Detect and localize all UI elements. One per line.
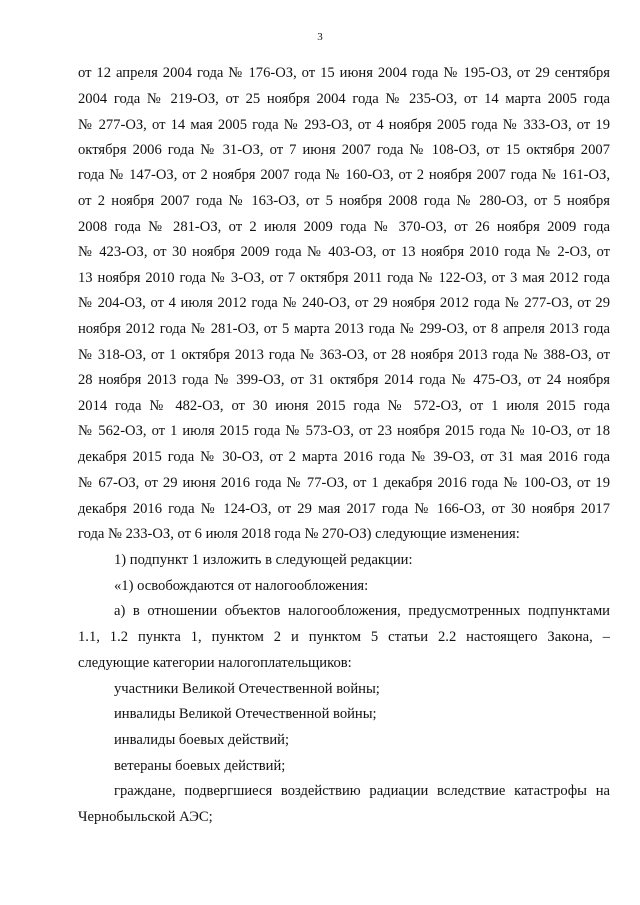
text-line: 1.1, 1.2 пункта 1, пунктом 2 и пунктом 5 статьи 2.2 настоящего Закона, – (78, 629, 610, 645)
text-line: Чернобыльской АЭС; (78, 809, 213, 825)
text-line: года № 147-ОЗ, от 2 ноября 2007 года № 160-ОЗ, от 2 ноября 2007 года № 161-ОЗ, (78, 167, 610, 183)
text-line: ноября 2012 года № 281-ОЗ, от 5 марта 2013 года № 299-ОЗ, от 8 апреля 2013 года (78, 321, 610, 337)
text-line: 1) подпункт 1 изложить в следующей редакции: (114, 552, 413, 568)
text-line: а) в отношении объектов налогообложения, предусмотренных подпунктами (114, 603, 610, 619)
text-line: декабря 2015 года № 30-ОЗ, от 2 марта 2016 года № 39-ОЗ, от 31 мая 2016 года (78, 449, 610, 465)
text-line: инвалиды Великой Отечественной войны; (114, 706, 377, 722)
text-line: ветераны боевых действий; (114, 758, 286, 774)
text-line: от 12 апреля 2004 года № 176-ОЗ, от 15 июня 2004 года № 195-ОЗ, от 29 сентября (78, 65, 610, 81)
text-line: 28 ноября 2013 года № 399-ОЗ, от 31 октября 2014 года № 475-ОЗ, от 24 ноября (78, 372, 610, 388)
text-line: 2014 года № 482-ОЗ, от 30 июня 2015 года № 572-ОЗ, от 1 июля 2015 года (78, 398, 610, 414)
text-line: 2004 года № 219-ОЗ, от 25 ноября 2004 года № 235-ОЗ, от 14 марта 2005 года (78, 91, 610, 107)
text-line: № 562-ОЗ, от 1 июля 2015 года № 573-ОЗ, от 23 ноября 2015 года № 10-ОЗ, от 18 (78, 423, 610, 439)
text-line: № 277-ОЗ, от 14 мая 2005 года № 293-ОЗ, от 4 ноября 2005 года № 333-ОЗ, от 19 (78, 117, 610, 133)
text-line: декабря 2016 года № 124-ОЗ, от 29 мая 2017 года № 166-ОЗ, от 30 ноября 2017 (78, 501, 610, 517)
page-number: 3 (317, 31, 323, 43)
text-line: «1) освобождаются от налогообложения: (114, 578, 369, 594)
text-line: № 204-ОЗ, от 4 июля 2012 года № 240-ОЗ, от 29 ноября 2012 года № 277-ОЗ, от 29 (78, 295, 610, 311)
text-line: от 2 ноября 2007 года № 163-ОЗ, от 5 ноября 2008 года № 280-ОЗ, от 5 ноября (78, 193, 610, 209)
text-line: года № 233-ОЗ, от 6 июля 2018 года № 270-ОЗ) следующие изменения: (78, 526, 520, 542)
text-line: № 67-ОЗ, от 29 июня 2016 года № 77-ОЗ, от 1 декабря 2016 года № 100-ОЗ, от 19 (78, 475, 610, 491)
text-line: следующие категории налогоплательщиков: (78, 655, 352, 671)
text-line: участники Великой Отечественной войны; (114, 681, 380, 697)
text-line: граждане, подвергшиеся воздействию радиации вследствие катастрофы на (114, 783, 610, 799)
text-line: 2008 года № 281-ОЗ, от 2 июля 2009 года № 370-ОЗ, от 26 ноября 2009 года (78, 219, 610, 235)
text-line: № 318-ОЗ, от 1 октября 2013 года № 363-ОЗ, от 28 ноября 2013 года № 388-ОЗ, от (78, 347, 610, 363)
text-line: октября 2006 года № 31-ОЗ, от 7 июня 2007 года № 108-ОЗ, от 15 октября 2007 (78, 142, 610, 158)
text-line: инвалиды боевых действий; (114, 732, 290, 748)
text-line: 13 ноября 2010 года № 3-ОЗ, от 7 октября 2011 года № 122-ОЗ, от 3 мая 2012 года (78, 270, 610, 286)
text-line: № 423-ОЗ, от 30 ноября 2009 года № 403-ОЗ, от 13 ноября 2010 года № 2-ОЗ, от (78, 244, 610, 260)
